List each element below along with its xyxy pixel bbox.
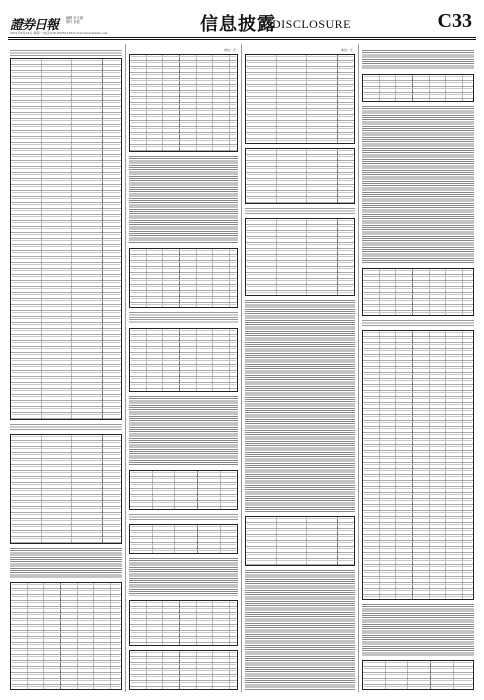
- editor-credit: 编辑 孙文斌: [66, 16, 83, 20]
- data-table: [129, 524, 238, 554]
- column-2: [129, 44, 238, 692]
- column-divider: [241, 44, 242, 692]
- data-table: [129, 54, 238, 152]
- masthead-rule: [8, 37, 476, 38]
- producer-credit: 制作 李波: [66, 20, 80, 24]
- page-number: C33: [437, 10, 472, 32]
- paragraph: [129, 396, 238, 466]
- text-block: [362, 320, 474, 326]
- column-divider: [125, 44, 126, 692]
- paragraph: [129, 558, 238, 596]
- data-table: [10, 434, 122, 544]
- column-divider: [358, 44, 359, 692]
- paragraph: [362, 604, 474, 656]
- data-table: [129, 650, 238, 690]
- data-table: [129, 470, 238, 510]
- column-4: [362, 44, 474, 692]
- paragraph: [10, 548, 122, 578]
- data-table: [362, 330, 474, 600]
- date-contact-line: 2021年3月29日 星期一 电话:010-83251716 E-mail:zmzx@zqrb.net: [10, 31, 108, 35]
- paragraph: [245, 300, 355, 512]
- data-table: [10, 58, 122, 420]
- data-table: [129, 600, 238, 646]
- paragraph: [129, 156, 238, 244]
- data-table: [245, 54, 355, 144]
- paragraph: [362, 50, 474, 70]
- paragraph: [245, 570, 355, 690]
- text-block: [10, 50, 122, 56]
- section-subtitle: DISCLOSURE: [272, 17, 352, 31]
- masthead-rule-thin: [8, 39, 476, 40]
- column-3: [245, 44, 355, 692]
- data-table: [245, 218, 355, 296]
- text-block: [129, 514, 238, 520]
- column-1: [10, 44, 122, 692]
- masthead-side-meta: [66, 16, 83, 24]
- paragraph: [362, 106, 474, 264]
- data-table: [10, 582, 122, 690]
- unit-label: 单位：元: [223, 48, 236, 52]
- section-title: 信息披露: [200, 14, 276, 35]
- unit-label: 单位：元: [340, 48, 353, 52]
- data-table: [362, 660, 474, 690]
- data-table: [362, 74, 474, 102]
- data-table: [362, 268, 474, 316]
- data-table: [129, 248, 238, 308]
- data-table: [245, 516, 355, 566]
- text-block: [10, 424, 122, 430]
- data-table: [129, 328, 238, 392]
- masthead: [0, 0, 484, 44]
- data-table: [245, 148, 355, 204]
- text-block: [129, 312, 238, 324]
- newspaper-logo: 證券日報: [10, 18, 59, 33]
- text-block: [245, 208, 355, 214]
